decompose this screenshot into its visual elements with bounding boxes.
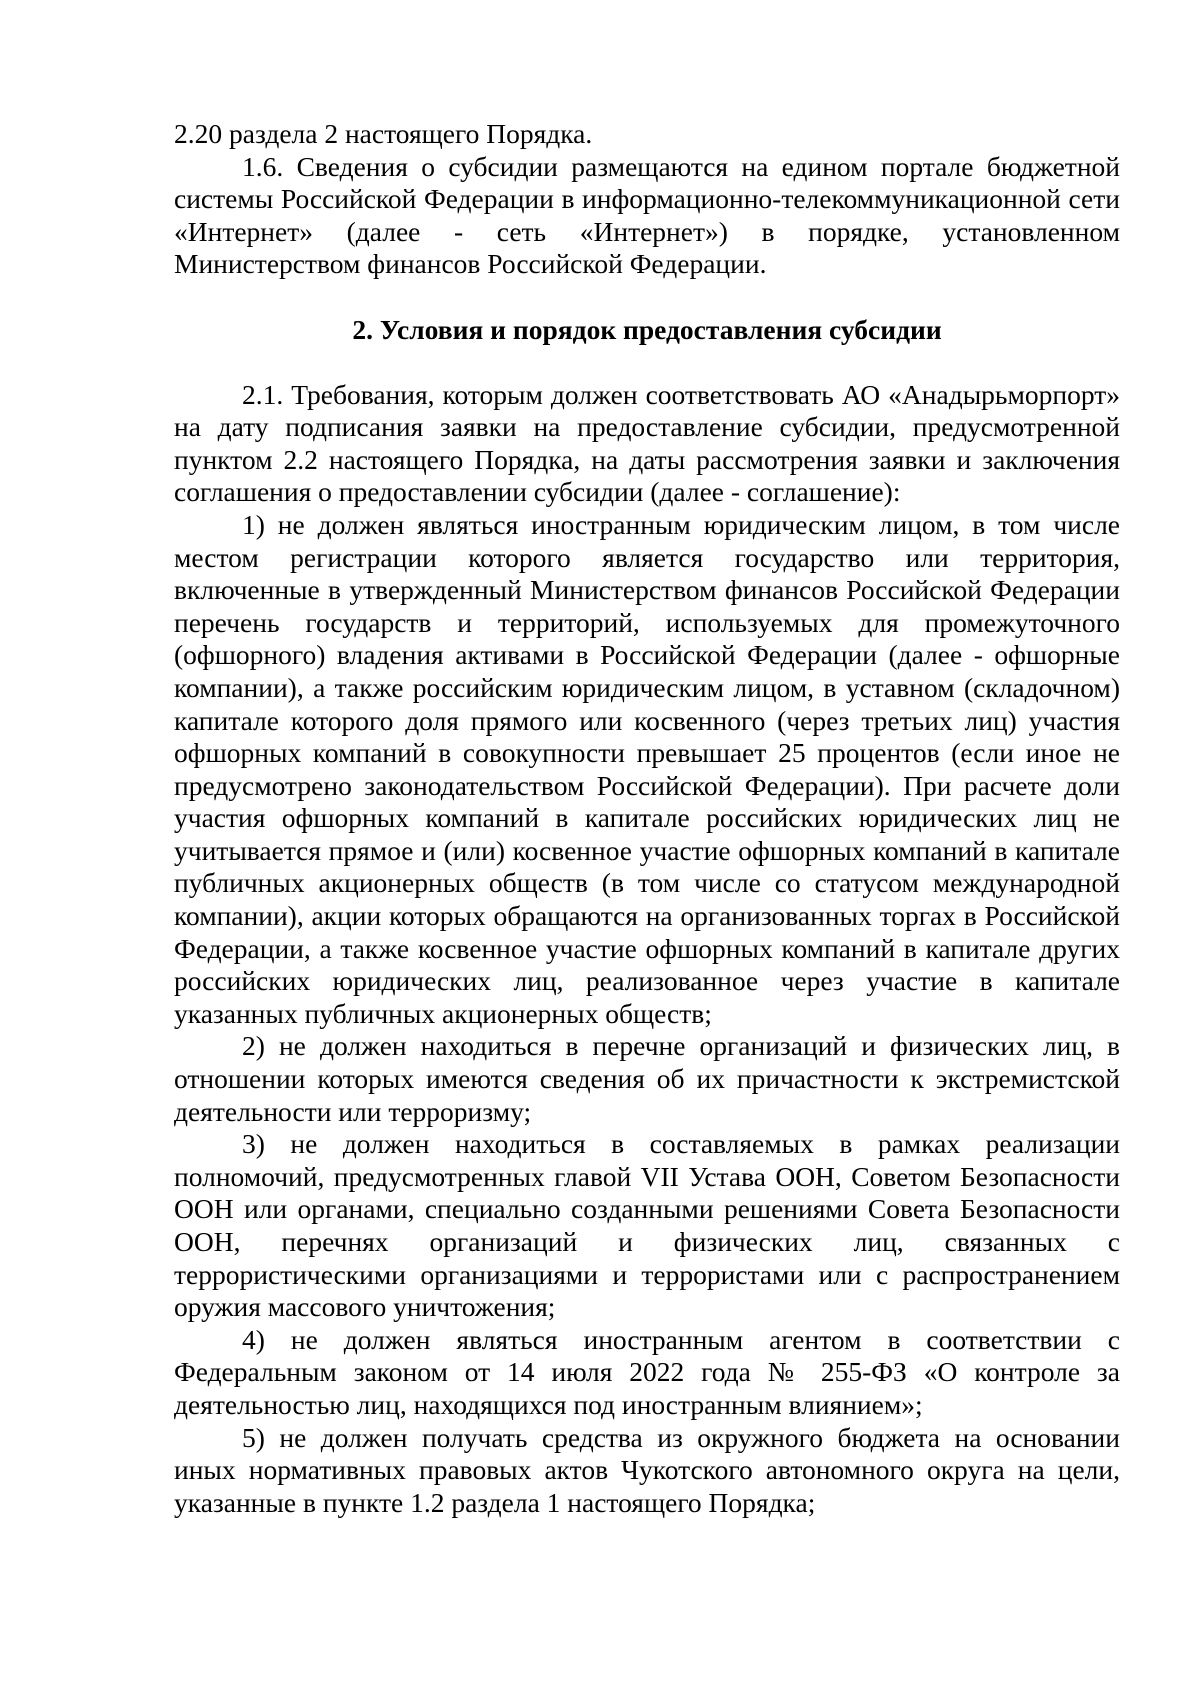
section-heading: 2. Условия и порядок предоставления субсидии [352, 313, 942, 345]
list-item-2: 2) не должен находиться в перечне организаций и физических лиц, в отношении которых имеются сведения об их причастности к экстремистской деятельности или терроризму; [174, 1030, 1120, 1127]
paragraph-continuation: 2.20 раздела 2 настоящего Порядка. [174, 118, 593, 149]
document-page [174, 118, 1120, 1519]
list-item-4: 4) не должен являться иностранным агентом в соответствии с Федеральным законом от 14 июля 2022 года № 255-ФЗ «О контроле за деятельностью лиц, находящихся под иностранным влиянием»; [174, 1323, 1120, 1420]
list-item-1: 1) не должен являться иностранным юридическим лицом, в том числе местом регистрации которого является государство или территория, включенные в утвержденный Министерством финансов Российской Федерации перечень государств и территорий, используемых для промежуточного (офшорного) владения активами в Российской Федерации (далее - офшорные компании), а также российским юридическим лицом, в уставном (складочном) капитале которого доля прямого или косвенного (через третьих лиц) участия офшорных компаний в совокупности превышает 25 процентов (если иное не предусмотрено законодательством Российской Федерации). При расчете доли участия офшорных компаний в капитале российских юридических лиц не учитывается прямое и (или) косвенное участие офшорных компаний в капитале публичных акционерных обществ (в том числе со статусом международной компании), акции которых обращаются на организованных торгах в Российской Федерации, а также косвенное участие офшорных компаний в капитале других российских юридических лиц, реализованное через участие в капитале указанных публичных акционерных обществ; [174, 508, 1120, 1029]
list-item-3: 3) не должен находиться в составляемых в рамках реализации полномочий, предусмотренных главой VII Устава ООН, Советом Безопасности ООН или органами, специально созданными решениями Совета Безопасности ООН, перечнях организаций и физических лиц, связанных с террористическими организациями и террористами или с распространением оружия массового уничтожения; [174, 1128, 1120, 1323]
paragraph-1-6: 1.6. Сведения о субсидии размещаются на едином портале бюджетной системы Российской Федерации в информационно-телекоммуникационной сети «Интернет» (далее - сеть «Интернет») в порядке, установленном Министерством финансов Российской Федерации. [174, 150, 1120, 280]
paragraph-2-1: 2.1. Требования, которым должен соответствовать АО «Анадырьморпорт» на дату подписания заявки на предоставление субсидии, предусмотренной пунктом 2.2 настоящего Порядка, на даты рассмотрения заявки и заключения соглашения о предоставлении субсидии (далее - соглашение): [174, 378, 1120, 508]
list-item-5: 5) не должен получать средства из окружного бюджета на основании иных нормативных правовых актов Чукотского автономного округа на цели, указанные в пункте 1.2 раздела 1 настоящего Порядка; [174, 1421, 1120, 1518]
